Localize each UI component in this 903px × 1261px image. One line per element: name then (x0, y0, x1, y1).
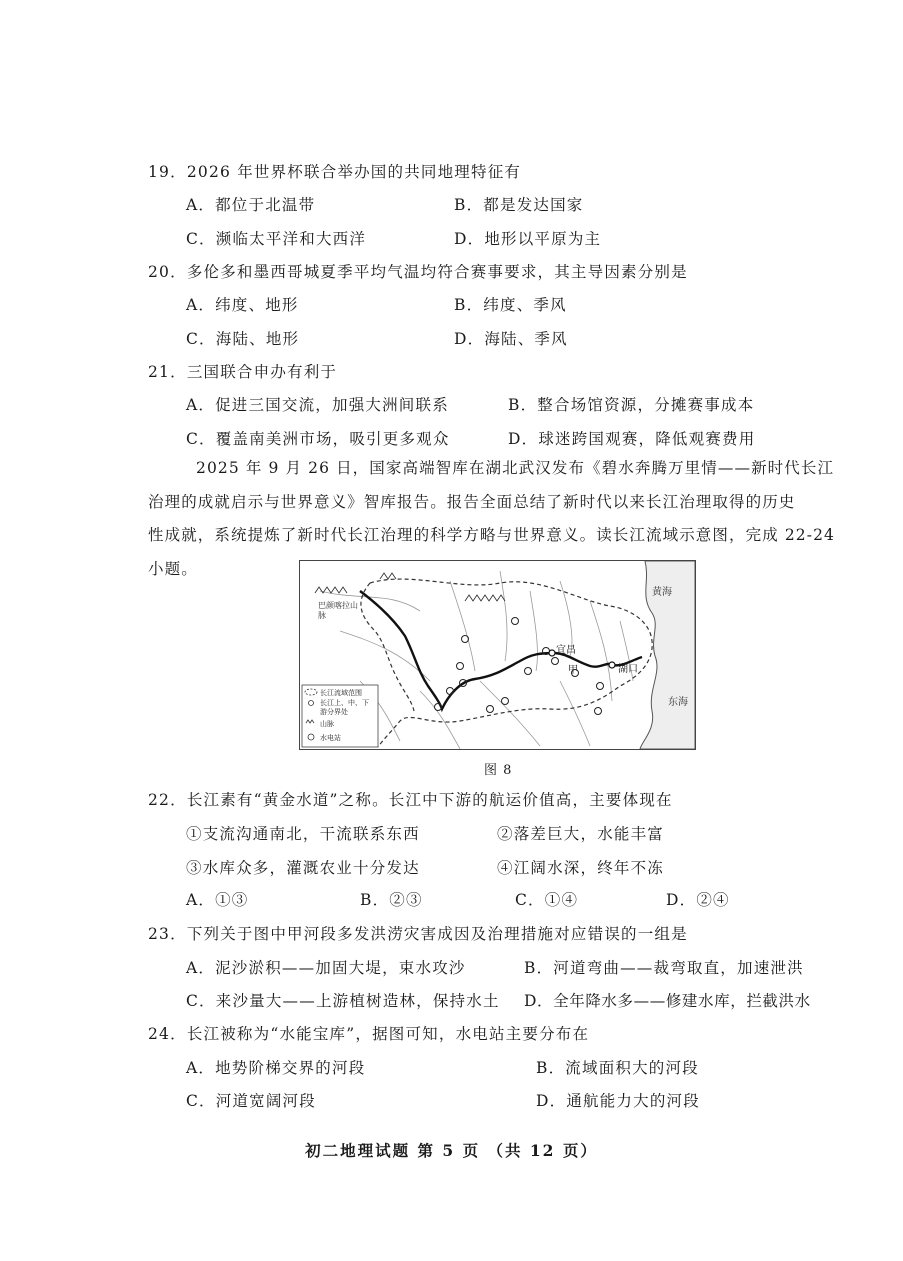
division-point-yichang (549, 650, 555, 656)
map-label-donghai: 东海 (668, 697, 688, 708)
yangtze-basin-map (299, 560, 696, 750)
figure-caption: 图 8 (484, 763, 513, 778)
q24-option-d: D．通航能力大的河段 (536, 1092, 700, 1110)
q23-option-d: D．全年降水多——修建水库，拦截洪水 (524, 992, 811, 1010)
q22-statement-3: ③水库众多，灌溉农业十分发达 (186, 859, 420, 877)
q23-option-a: A．泥沙淤积——加固大堤，束水攻沙 (186, 959, 466, 977)
q20-option-d: D．海陆、季风 (454, 330, 568, 348)
yangtze-main-river (360, 591, 642, 709)
passage-line-3: 性成就，系统提炼了新时代长江治理的科学方略与世界意义。读长江流域示意图，完成 22-24 (148, 526, 836, 544)
q21-option-b: B．整合场馆资源，分摊赛事成本 (508, 396, 755, 414)
q22-option-d: D．②④ (666, 891, 730, 909)
q19-option-d: D．地形以平原为主 (454, 230, 602, 248)
q22-option-a: A．①③ (186, 891, 249, 909)
q21-stem: 21．三国联合申办有利于 (148, 363, 338, 381)
division-point-hukou (609, 662, 615, 668)
legend-divide-label: 长江上、中、下游分界处 (320, 699, 369, 716)
q21-option-a: A．促进三国交流，加强大洲间联系 (186, 396, 449, 414)
q22-statement-2: ②落差巨大，水能丰富 (497, 825, 665, 843)
map-label-jia: 甲 (568, 665, 578, 676)
q19-option-c: C．濒临太平洋和大西洋 (186, 230, 367, 248)
page-footer: 初二地理试题 第 5 页 （共 12 页） (305, 1141, 598, 1160)
mountain-range-icon (315, 573, 505, 601)
q22-stem: 22．长江素有“黄金水道”之称。长江中下游的航运价值高，主要体现在 (148, 791, 673, 809)
map-label-huanghai: 黄海 (652, 587, 672, 598)
q23-option-c: C．来沙量大——上游植树造林，保持水土 (186, 992, 500, 1010)
q24-stem: 24．长江被称为“水能宝库”，据图可知，水电站主要分布在 (148, 1025, 590, 1043)
q19-option-a: A．都位于北温带 (186, 196, 316, 214)
passage-line-4: 小题。 (148, 560, 198, 578)
map-label-mountain: 巴颜喀拉山脉 (318, 601, 358, 620)
hydropower-station-icon (435, 618, 604, 715)
q20-stem: 20．多伦多和墨西哥城夏季平均气温均符合赛事要求，其主导因素分别是 (148, 263, 688, 281)
q21-option-c: C．覆盖南美洲市场，吸引更多观众 (186, 430, 450, 448)
q24-option-b: B．流域面积大的河段 (536, 1059, 699, 1077)
passage-line-2: 治理的成就启示与世界意义》智库报告。报告全面总结了新时代以来长江治理取得的历史 (148, 493, 796, 511)
q22-statement-1: ①支流沟通南北，干流联系东西 (186, 825, 420, 843)
q23-option-b: B．河道弯曲——裁弯取直，加速泄洪 (524, 959, 804, 977)
passage-line-1: 2025 年 9 月 26 日，国家高端智库在湖北武汉发布《碧水奔腾万里情——新时代长江 (196, 459, 835, 477)
q19-stem: 19．2026 年世界杯联合举办国的共同地理特征有 (148, 163, 522, 181)
q20-option-c: C．海陆、地形 (186, 330, 300, 348)
q24-option-a: A．地势阶梯交界的河段 (186, 1059, 366, 1077)
q24-option-c: C．河道宽阔河段 (186, 1092, 316, 1110)
q20-option-a: A．纬度、地形 (186, 296, 299, 314)
legend-basin-label: 长江流域范围 (320, 689, 362, 697)
legend-mountain-label: 山脉 (320, 720, 334, 728)
q22-statement-4: ④江阔水深，终年不冻 (497, 859, 665, 877)
q22-option-b: B．②③ (360, 891, 423, 909)
q22-option-c: C．①④ (515, 891, 579, 909)
q21-option-d: D．球迷跨国观赛，降低观赛费用 (508, 430, 756, 448)
q23-stem: 23．下列关于图中甲河段多发洪涝灾害成因及治理措施对应错误的一组是 (148, 925, 688, 943)
q20-option-b: B．纬度、季风 (454, 296, 567, 314)
legend-station-label: 水电站 (320, 734, 341, 742)
map-label-yichang: 宜昌 (556, 645, 576, 656)
map-label-hukou: 湖口 (618, 664, 638, 675)
q19-option-b: B．都是发达国家 (454, 196, 584, 214)
